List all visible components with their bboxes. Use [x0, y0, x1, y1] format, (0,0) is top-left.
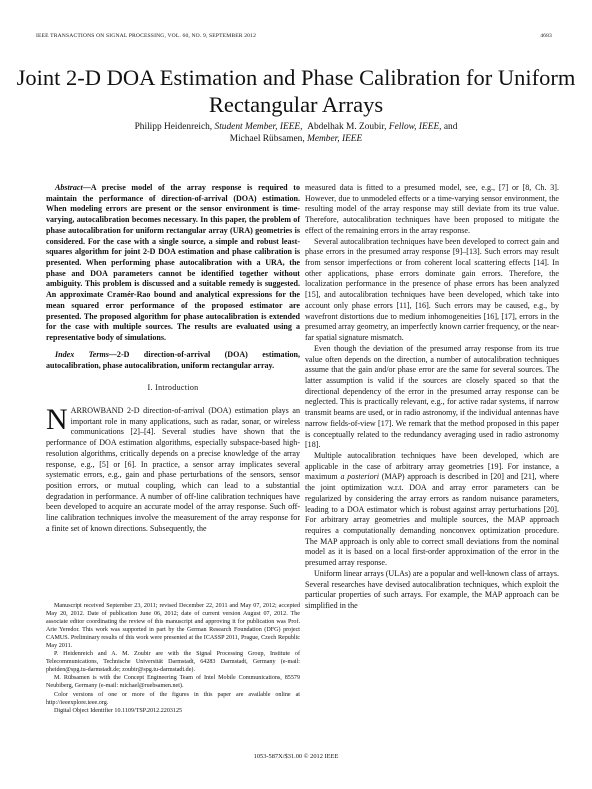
body-paragraph: Even though the deviation of the presumed array response from its true value often depends on the direction, a number of autocalibration techniques assume that the gain and/or phase error are the same for several sources. The latter assumption is valid if the sources are closely spaced so that the directional dependency of the error in the presumed array response can be neglected. This is practically relevant, e.g., for active radar systems, if narrow transmit beams are used, or in radio astronomy, if the individual antennas have narrow fields-of-view [17]. We remark that the method proposed in this paper is conceptually related to the redundancy averaging used in radio astronomy [18].: [305, 343, 559, 450]
author-list: [70, 121, 522, 145]
body-paragraph: Uniform linear arrays (ULAs) are a popular and well-known class of arrays. Several researches have devised autocalibration techniques, which exploit the particular properties of such arrays. For example, the MAP approach can be simplified in the: [305, 568, 559, 611]
section-heading: I. Introduction: [147, 383, 199, 393]
index-terms: [46, 350, 300, 371]
drop-cap: N: [46, 402, 68, 436]
author-name: Philipp Heidenreich,: [134, 122, 213, 132]
footnote: M. Rübsamen is with the Concept Engineering Team of Intel Mobile Communications, 85579 Neubiberg, Germany (e-mail: michael@ruebsamen.net).: [46, 675, 300, 690]
emphasis-term: a posteriori: [340, 472, 379, 482]
index-terms-text: 2-D direction-of-arrival (DOA) estimation, autocalibration, phase autocalibration, uniform rectangular array.: [46, 349, 300, 370]
abstract-text: A precise model of the array response is required to maintain the performance of direction-of-arrival (DOA) estimation. When modeling errors are present or the sensor environment is time-varying, autocalibration becomes necessary. In this paper, the problem of phase autocalibration for uniform rectangular array (URA) geometries is considered. For the case with a single source, a simple and robust least-squares algorithm for joint 2-D DOA estimation and phase calibration is presented. When performing phase autocalibration with a URA, the phase and DOA parameters cannot be identified together without ambiguity. This problem is discussed and a suitable remedy is suggested. An approximate Cramér-Rao bound and analytical expressions for the mean squared error performance of the proposed estimator are presented. The proposed algorithm for phase autocalibration is extended for the case with multiple sources. The results are evaluated using a representative body of simulations.: [46, 183, 300, 343]
index-terms-label: Index Terms—: [55, 349, 117, 359]
right-column: [305, 183, 559, 612]
intro-lead: ARROWBAND: [70, 405, 124, 415]
footnote: Color versions of one or more of the figures in this paper are available online at http://ieeexplore.ieee.org.: [46, 691, 300, 706]
abstract-label: Abstract—: [55, 183, 91, 192]
copyright-footer: 1053-587X/$31.00 © 2012 IEEE: [253, 753, 339, 760]
author-affiliation: Fellow, IEEE,: [388, 122, 442, 132]
paragraph-segment: (MAP) approach is described in [20] and [21], where the joint optimization w.r.t. DOA and array error parameters can be regularized by considering the array errors as random nuisance parameters, leading to a DOA estimator which is robust against array perturbations [20]. For arbitrary array geometries and multiple sources, the MAP approach requires a computationally demanding nonconvex optimization procedure. The MAP approach is only able to correct small deviations from the nominal model as it is based on a local first-order approximation of the error in the presumed array response.: [305, 472, 559, 568]
author-affiliation: Student Member, IEEE,: [214, 122, 303, 132]
body-paragraph: Several autocalibration techniques have been developed to correct gain and phase errors in the presumed array response [9]–[13]. Such errors may result from sensor imperfections or from coherent local scattering effects [14]. In other applications, phase errors dominate gain errors. Therefore, the localization performance in the presence of phase errors has been analyzed [15], and autocalibration techniques have been developed, which take into account only phase errors [11], [16]. Such errors may be caused, e.g., by wavefront distortions due to medium inhomogeneities [16], [17], errors in the presumed array geometry, an imperfectly known carrier frequency, or the near-far spatial signature mismatch.: [305, 236, 559, 343]
author-name: Abdelhak M. Zoubir,: [307, 122, 387, 132]
author-name: Michael Rübsamen,: [229, 134, 305, 144]
page-number: 4683: [540, 33, 552, 39]
body-paragraph: [305, 451, 559, 569]
author-affiliation: Member, IEEE: [307, 134, 363, 144]
intro-text: 2-D direction-of-arrival (DOA) estimation plays an important role in many applications, such as radar, sonar, or wireless communications [2]–[4]. Several studies have shown that the performance of DOA estimation algorithms, especially subspace-based high-resolution algorithms, critically depends on a precise knowledge of the array response, e.g., [5] or [6]. In practice, a sensor array implicates several systematic errors, e.g., gain and phase perturbations of the sensors, sensor position errors, or mutual coupling, which can lead to a substantial degradation in performance. A number of off-line calibration techniques have been developed to acquire an accurate model of the array response. Such off-line calibration techniques involve the measurement of the array response for a finite set of known directions. Subsequently, the: [46, 405, 300, 533]
paper-title: Joint 2-D DOA Estimation and Phase Calibration for Uniform Rectangular Arrays: [16, 65, 576, 117]
body-paragraph: measured data is fitted to a presumed model, see, e.g., [7] or [8, Ch. 3]. However, due to unmodeled effects or a time-varying sensor environment, the resulting model of the array response may still deviate from its true value. Therefore, autocalibration techniques have been proposed to mitigate the effect of the remaining errors in the array response.: [305, 183, 559, 235]
footnote: P. Heidenreich and A. M. Zoubir are with the Signal Processing Group, Institute of Telecommunications, Technische Universität Darmstadt, 64283 Darmstadt, Germany (e-mail: pheiden@spg.tu-darmstadt.de; zoubir@spg.tu-darmstadt.de).: [46, 651, 300, 674]
abstract: [46, 183, 300, 344]
footnote: Digital Object Identifier 10.1109/TSP.2012.2203125: [54, 707, 183, 714]
footnote: Manuscript received September 23, 2011; revised December 22, 2011 and May 07, 2012; accepted May 20, 2012. Date of publication June 06, 2012; date of current version August 07, 2012. The associate editor coordinating the review of this manuscript and approving it for publication was Prof. Arie Yeredor. This work was supported in part by the German Research Foundation (DFG) project CAMUS. Preliminary results of this work were presented at the ICASSP 2011, Prague, Czech Republic May 2011.: [46, 603, 300, 650]
paragraph-segment: Multiple autocalibration techniques have been developed, which are applicable in the case of arbitrary array geometries [19]. For instance, a maximum: [305, 450, 559, 482]
footnotes: [46, 602, 300, 715]
author-conjunction: and: [443, 122, 458, 132]
journal-header: IEEE TRANSACTIONS ON SIGNAL PROCESSING, VOL. 60, NO. 9, SEPTEMBER 2012: [36, 33, 257, 39]
left-column: [46, 183, 300, 535]
intro-paragraph: [46, 402, 300, 535]
